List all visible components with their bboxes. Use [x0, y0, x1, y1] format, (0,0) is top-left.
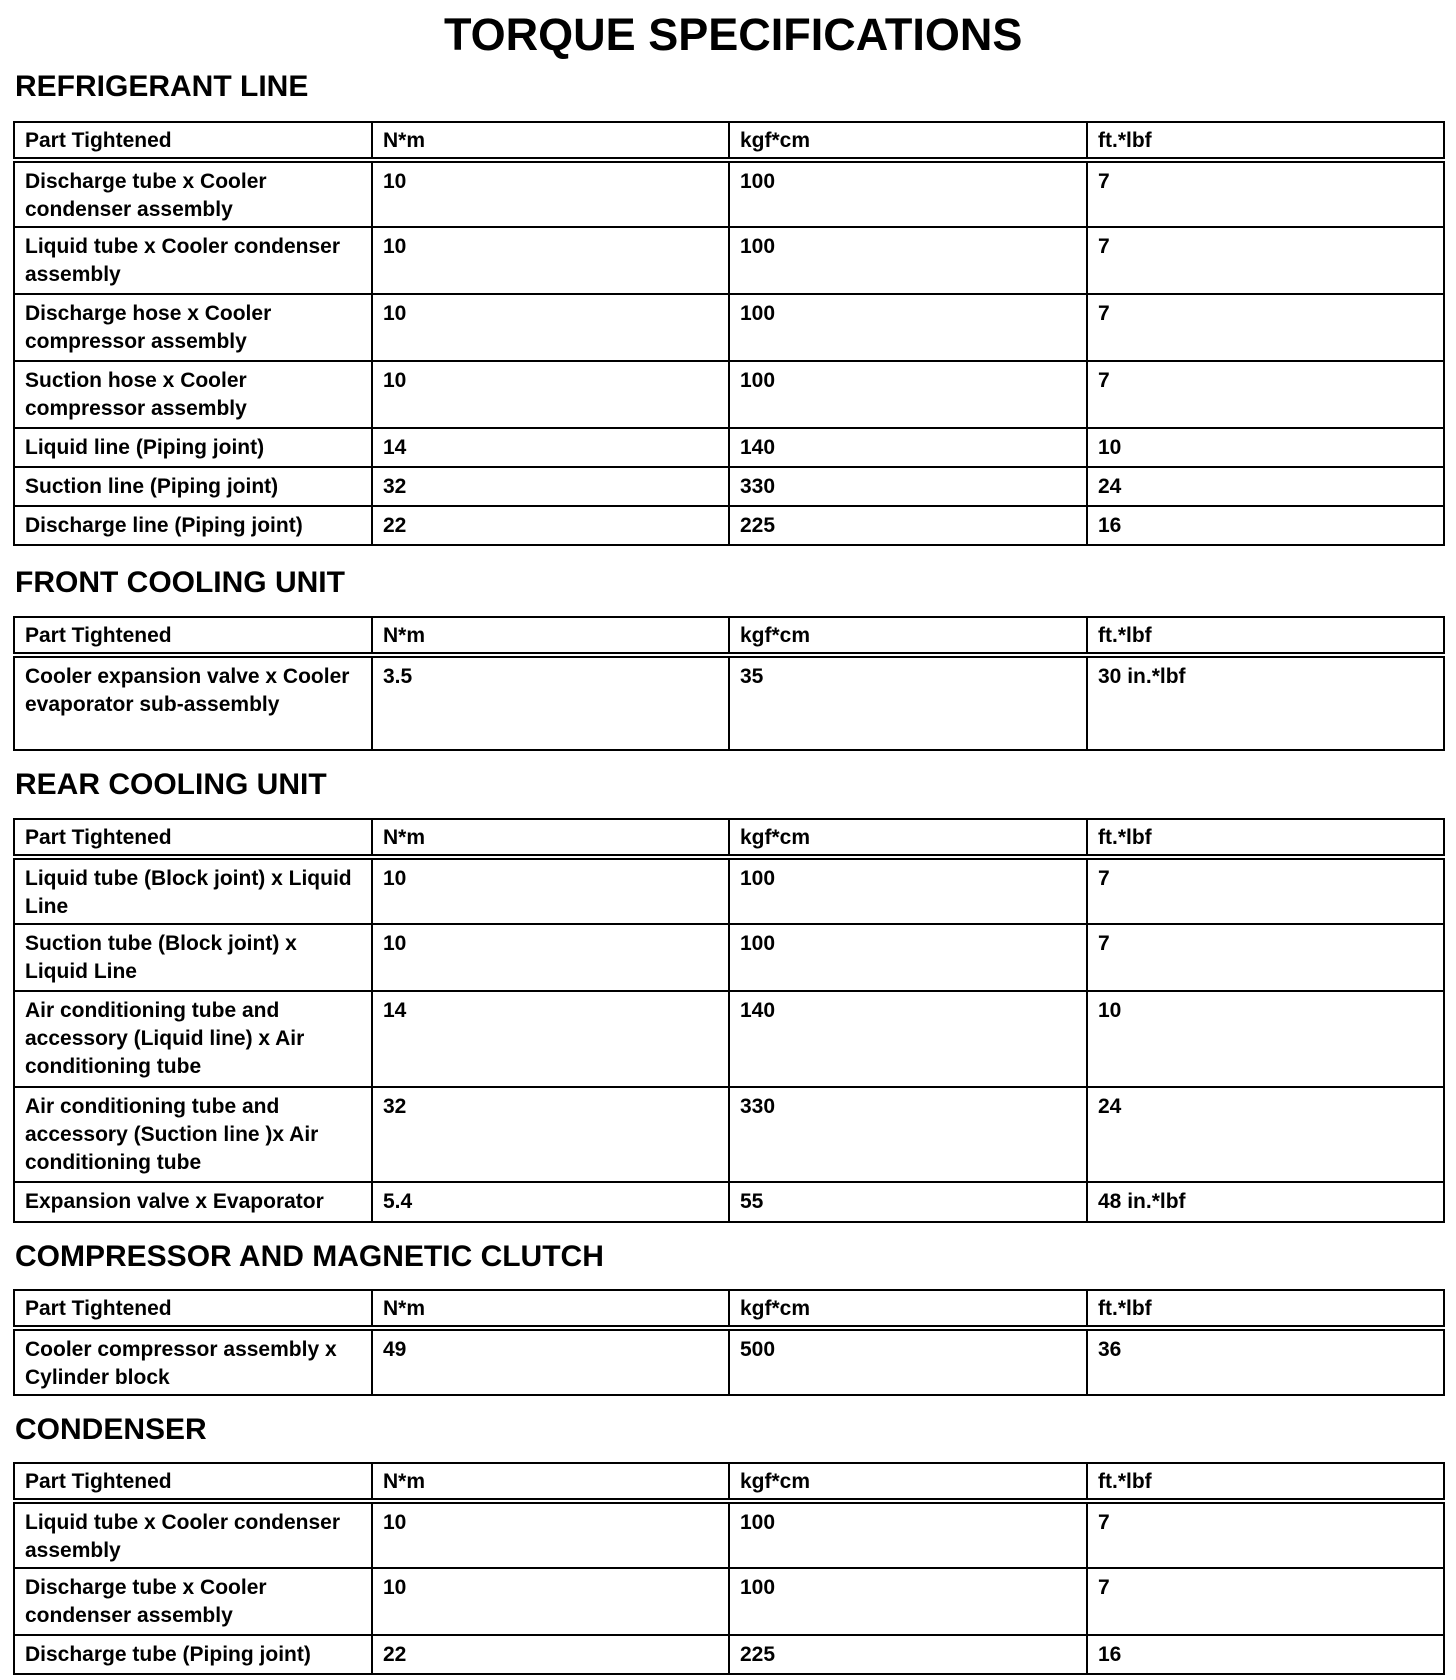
ftlbf-cell: 16	[1087, 506, 1444, 545]
kgfcm-cell: 100	[729, 294, 1087, 361]
header-kgfcm: kgf*cm	[729, 1463, 1087, 1501]
ftlbf-cell: 16	[1087, 1635, 1444, 1674]
ftlbf-cell: 30 in.*lbf	[1087, 655, 1444, 750]
nm-cell: 14	[372, 428, 729, 467]
header-ftlbf: ft.*lbf	[1087, 122, 1444, 160]
kgfcm-cell: 100	[729, 924, 1087, 991]
nm-cell: 10	[372, 857, 729, 924]
section-title-compressor-and-magnetic-clutch: COMPRESSOR AND MAGNETIC CLUTCH	[15, 1240, 604, 1273]
header-kgfcm: kgf*cm	[729, 819, 1087, 857]
nm-cell: 22	[372, 506, 729, 545]
ftlbf-cell: 36	[1087, 1328, 1444, 1395]
table-header-row	[14, 819, 1444, 857]
kgfcm-cell: 100	[729, 361, 1087, 428]
table-header-row	[14, 1463, 1444, 1501]
kgfcm-cell: 500	[729, 1328, 1087, 1395]
table-row	[14, 1501, 1444, 1568]
header-nm: N*m	[372, 122, 729, 160]
torque-table-front-cooling-unit	[13, 616, 1445, 751]
table-row	[14, 1568, 1444, 1635]
nm-cell: 32	[372, 1087, 729, 1182]
ftlbf-cell: 7	[1087, 924, 1444, 991]
table-row	[14, 227, 1444, 294]
part-cell: Discharge tube x Cooler condenser assembly	[14, 160, 372, 227]
table-row	[14, 655, 1444, 750]
part-cell: Liquid tube x Cooler condenser assembly	[14, 1501, 372, 1568]
part-cell: Liquid line (Piping joint)	[14, 428, 372, 467]
nm-cell: 14	[372, 991, 729, 1087]
ftlbf-cell: 7	[1087, 1568, 1444, 1635]
ftlbf-cell: 7	[1087, 857, 1444, 924]
nm-cell: 32	[372, 467, 729, 506]
header-nm: N*m	[372, 617, 729, 655]
part-cell: Liquid tube x Cooler condenser assembly	[14, 227, 372, 294]
ftlbf-cell: 24	[1087, 1087, 1444, 1182]
part-cell: Cooler expansion valve x Cooler evaporator sub-assembly	[14, 655, 372, 750]
nm-cell: 10	[372, 227, 729, 294]
part-cell: Cooler compressor assembly x Cylinder block	[14, 1328, 372, 1395]
header-ftlbf: ft.*lbf	[1087, 617, 1444, 655]
torque-table-refrigerant-line	[13, 121, 1445, 546]
part-cell: Discharge tube x Cooler condenser assembly	[14, 1568, 372, 1635]
ftlbf-cell: 7	[1087, 294, 1444, 361]
kgfcm-cell: 225	[729, 506, 1087, 545]
table-row	[14, 991, 1444, 1087]
table-row	[14, 1635, 1444, 1674]
section-title-rear-cooling-unit: REAR COOLING UNIT	[15, 768, 327, 801]
kgfcm-cell: 100	[729, 1568, 1087, 1635]
header-ftlbf: ft.*lbf	[1087, 1290, 1444, 1328]
nm-cell: 10	[372, 294, 729, 361]
part-cell: Discharge hose x Cooler compressor assembly	[14, 294, 372, 361]
ftlbf-cell: 10	[1087, 428, 1444, 467]
header-nm: N*m	[372, 819, 729, 857]
torque-table-condenser	[13, 1462, 1445, 1675]
kgfcm-cell: 140	[729, 428, 1087, 467]
table-row	[14, 1087, 1444, 1182]
section-title-refrigerant-line: REFRIGERANT LINE	[15, 70, 309, 103]
nm-cell: 10	[372, 361, 729, 428]
header-nm: N*m	[372, 1463, 729, 1501]
part-cell: Suction tube (Block joint) x Liquid Line	[14, 924, 372, 991]
ftlbf-cell: 48 in.*lbf	[1087, 1182, 1444, 1222]
kgfcm-cell: 100	[729, 857, 1087, 924]
kgfcm-cell: 100	[729, 160, 1087, 227]
part-cell: Suction hose x Cooler compressor assembly	[14, 361, 372, 428]
header-nm: N*m	[372, 1290, 729, 1328]
part-cell: Discharge tube (Piping joint)	[14, 1635, 372, 1674]
ftlbf-cell: 24	[1087, 467, 1444, 506]
table-row	[14, 428, 1444, 467]
nm-cell: 49	[372, 1328, 729, 1395]
table-row	[14, 1182, 1444, 1222]
table-row	[14, 506, 1444, 545]
ftlbf-cell: 7	[1087, 227, 1444, 294]
section-title-front-cooling-unit: FRONT COOLING UNIT	[15, 566, 345, 599]
kgfcm-cell: 225	[729, 1635, 1087, 1674]
header-kgfcm: kgf*cm	[729, 617, 1087, 655]
section-title-condenser: CONDENSER	[15, 1413, 207, 1446]
table-row	[14, 1328, 1444, 1395]
table-row	[14, 160, 1444, 227]
header-ftlbf: ft.*lbf	[1087, 819, 1444, 857]
kgfcm-cell: 330	[729, 1087, 1087, 1182]
header-kgfcm: kgf*cm	[729, 122, 1087, 160]
part-cell: Air conditioning tube and accessory (Suction line )x Air conditioning tube	[14, 1087, 372, 1182]
table-row	[14, 361, 1444, 428]
table-row	[14, 924, 1444, 991]
header-part-tightened: Part Tightened	[14, 1463, 372, 1501]
page-title: TORQUE SPECIFICATIONS	[444, 9, 1023, 60]
table-header-row	[14, 1290, 1444, 1328]
kgfcm-cell: 100	[729, 227, 1087, 294]
kgfcm-cell: 100	[729, 1501, 1087, 1568]
header-part-tightened: Part Tightened	[14, 617, 372, 655]
ftlbf-cell: 7	[1087, 1501, 1444, 1568]
header-part-tightened: Part Tightened	[14, 1290, 372, 1328]
header-kgfcm: kgf*cm	[729, 1290, 1087, 1328]
ftlbf-cell: 10	[1087, 991, 1444, 1087]
table-header-row	[14, 617, 1444, 655]
nm-cell: 10	[372, 1568, 729, 1635]
kgfcm-cell: 330	[729, 467, 1087, 506]
part-cell: Liquid tube (Block joint) x Liquid Line	[14, 857, 372, 924]
ftlbf-cell: 7	[1087, 160, 1444, 227]
header-ftlbf: ft.*lbf	[1087, 1463, 1444, 1501]
kgfcm-cell: 55	[729, 1182, 1087, 1222]
ftlbf-cell: 7	[1087, 361, 1444, 428]
kgfcm-cell: 140	[729, 991, 1087, 1087]
torque-table-compressor-and-magnetic-clutch	[13, 1289, 1445, 1396]
nm-cell: 10	[372, 924, 729, 991]
header-part-tightened: Part Tightened	[14, 819, 372, 857]
part-cell: Discharge line (Piping joint)	[14, 506, 372, 545]
nm-cell: 5.4	[372, 1182, 729, 1222]
header-part-tightened: Part Tightened	[14, 122, 372, 160]
nm-cell: 10	[372, 1501, 729, 1568]
table-row	[14, 857, 1444, 924]
table-header-row	[14, 122, 1444, 160]
kgfcm-cell: 35	[729, 655, 1087, 750]
nm-cell: 22	[372, 1635, 729, 1674]
nm-cell: 10	[372, 160, 729, 227]
table-row	[14, 467, 1444, 506]
part-cell: Air conditioning tube and accessory (Liquid line) x Air conditioning tube	[14, 991, 372, 1087]
part-cell: Expansion valve x Evaporator	[14, 1182, 372, 1222]
nm-cell: 3.5	[372, 655, 729, 750]
torque-table-rear-cooling-unit	[13, 818, 1445, 1223]
table-row	[14, 294, 1444, 361]
part-cell: Suction line (Piping joint)	[14, 467, 372, 506]
